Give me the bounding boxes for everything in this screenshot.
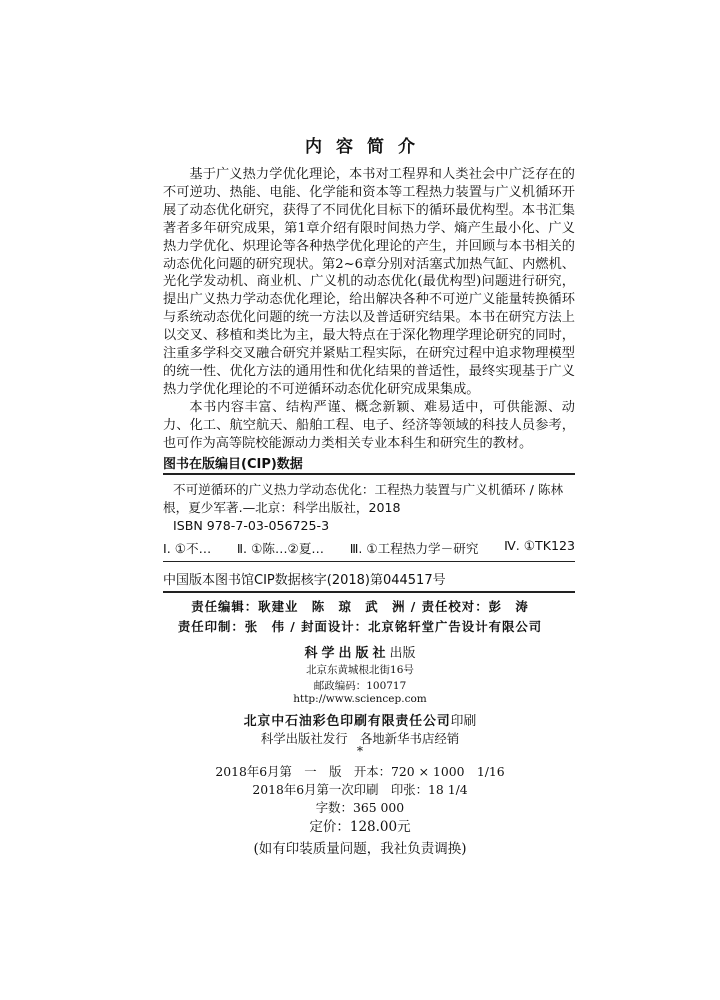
printer-name: 北京中石油彩色印刷有限责任公司 <box>243 714 451 729</box>
distribution-line: 科学出版社发行 各地新华书店经销 <box>260 731 460 746</box>
cip-header: 图书在版编目(CIP)数据 <box>163 457 303 472</box>
summary-paragraph-1: 基于广义热力学优化理论，本书对工程界和人类社会中广泛存在的不可逆功、热能、电能、化学能和资本等工程热力装置与广义机循环开展了动态优化研究，获得了不同优化目标下的循环最优构型。本书汇集著者多年研究成果，第1章介绍有限时间热力学、熵产生最小化、广义热力学优化、炽理论等各种热学优化理论的产生，并回顾与本书相关的动态优化问题的研究现状。第2~6章分别对活塞式加热气缸、内燃机、光化学发动机、商业机、广义机的动态优化(最优构型)问题进行研究，提出广义热力学动态优化理论，给出解决各种不可逆广义能量转换循环与系统动态优化问题的统一方法以及普适研究结果。本书在研究方法上以交叉、移植和类比为主，最大特点在于深化物理学理论研究的同时，注重多学科交叉融合研究并紧贴工程实际，在研究过程中追求物理模型的统一性、优化方法的通用性和优化结果的普适性，最终实现基于广义热力学优化理论的不可逆循环动态优化研究成果集成。 <box>163 167 575 397</box>
publisher-address: 北京东黄城根北街16号 <box>306 664 414 676</box>
cip-class-3: Ⅲ. ①工程热力学－研究 <box>349 541 479 556</box>
printer-suffix: 印刷 <box>450 714 477 729</box>
publisher-name: 科学出版社 <box>304 646 390 661</box>
cip-mid-rule <box>163 561 575 562</box>
price: 定价：128.00元 <box>309 819 411 835</box>
summary-paragraph-2: 本书内容丰富、结构严谨、概念新颖、难易适中，可供能源、动力、化工、航空航天、船舶工程、电子、经济等领域的科技人员参考，也可作为高等院校能源动力类相关专业本科生和研究生的教材。 <box>163 399 575 451</box>
publisher-line <box>0 642 720 661</box>
edition-line: 2018年6月第 一 版 开本：720 × 1000 1/16 <box>215 764 505 779</box>
cip-isbn: ISBN 978-7-03-056725-3 <box>173 518 330 533</box>
cip-class-1: Ⅰ. ①不… <box>163 541 212 556</box>
editor-credits: 责任编辑：耿建业 陈 琼 武 洲 / 责任校对：彭 涛 <box>191 599 529 614</box>
cip-top-rule <box>163 473 575 475</box>
cip-class-2: Ⅱ. ①陈…②夏… <box>236 541 325 556</box>
word-count: 字数：365 000 <box>315 800 405 815</box>
publisher-suffix: 出版 <box>389 646 416 661</box>
separator-asterisk: * <box>356 743 364 758</box>
cip-title-line: 不可逆循环的广义热力学动态优化：工程热力装置与广义机循环 / 陈林 <box>173 482 564 497</box>
printing-line: 2018年6月第一次印刷 印张：18 1/4 <box>252 782 468 797</box>
publisher-postcode: 邮政编码：100717 <box>313 680 407 692</box>
printer-line <box>0 710 720 729</box>
cip-classification <box>163 538 575 557</box>
cip-record-number: 中国版本图书馆CIP数据核字(2018)第044517号 <box>163 573 446 588</box>
cip-class-4: Ⅳ. ①TK123 <box>504 538 575 553</box>
quality-notice: (如有印装质量问题，我社负责调换) <box>253 841 467 857</box>
cip-record <box>163 481 575 535</box>
cip-title-line-continued: 根，夏少军著.—北京：科学出版社，2018 <box>163 500 401 515</box>
production-credits: 责任印制：张 伟 / 封面设计：北京铭轩堂广告设计有限公司 <box>177 619 543 634</box>
summary-title: 内容简介 <box>305 137 429 157</box>
cip-bottom-rule <box>163 591 575 593</box>
summary-text <box>163 166 575 453</box>
publisher-website: http://www.sciencep.com <box>293 693 427 705</box>
